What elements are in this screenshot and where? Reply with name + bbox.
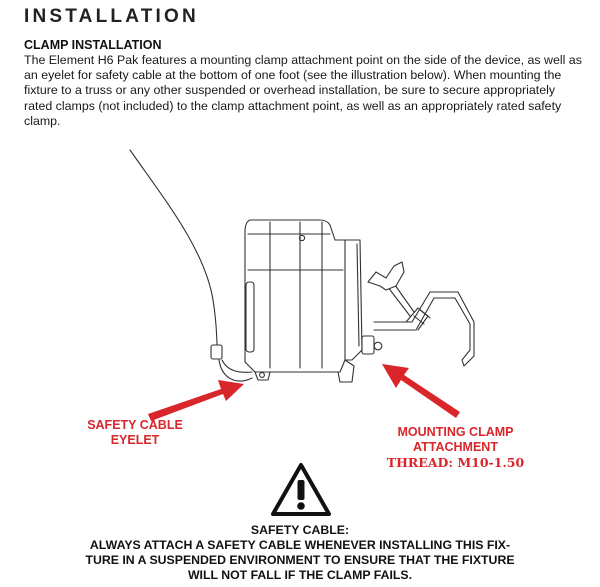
- thread-spec: THREAD: M10-1.50: [386, 455, 525, 470]
- clamp-bracket: [374, 292, 474, 366]
- wing-knob: [368, 262, 404, 290]
- safety-cable: [130, 150, 218, 352]
- safety-cable-eyelet-label: SAFETY CABLE EYELET: [87, 418, 183, 447]
- warning-heading: SAFETY CABLE:: [250, 523, 350, 537]
- body-paragraph: The Element H6 Pak features a mounting clamp attachment point on the side of the device, as well as an eyelet for safety cable at the bottom of one foot (see the illustration below). When mounting the fixture to a truss or any other suspended or overhead installation, be sure to secure appropriately rated clamps (not included) to the clamp attachment point, as well as an appropriately rated safety clamp.: [24, 53, 582, 128]
- clamp-attachment-arrow: [382, 364, 460, 418]
- section-heading: CLAMP INSTALLATION: [24, 38, 162, 52]
- fixture-body: [245, 220, 345, 372]
- warning-line: TURE IN A SUSPENDED ENVIRONMENT TO ENSURE THAT THE FIXTURE: [85, 553, 515, 567]
- mounting-clamp-label: MOUNTING CLAMP ATTACHMENT THREAD: M10-1.50: [368, 425, 543, 470]
- warning-triangle-icon: [270, 462, 332, 518]
- warning-line: ALWAYS ATTACH A SAFETY CABLE WHENEVER INSTALLING THIS FIX-: [89, 538, 511, 552]
- safety-cable-arrow: [148, 380, 244, 421]
- cable-sleeve: [211, 345, 222, 359]
- safety-warning: [60, 523, 540, 583]
- page-title: INSTALLATION: [24, 6, 199, 27]
- warning-line: WILL NOT FALL IF THE CLAMP FAILS.: [187, 568, 413, 582]
